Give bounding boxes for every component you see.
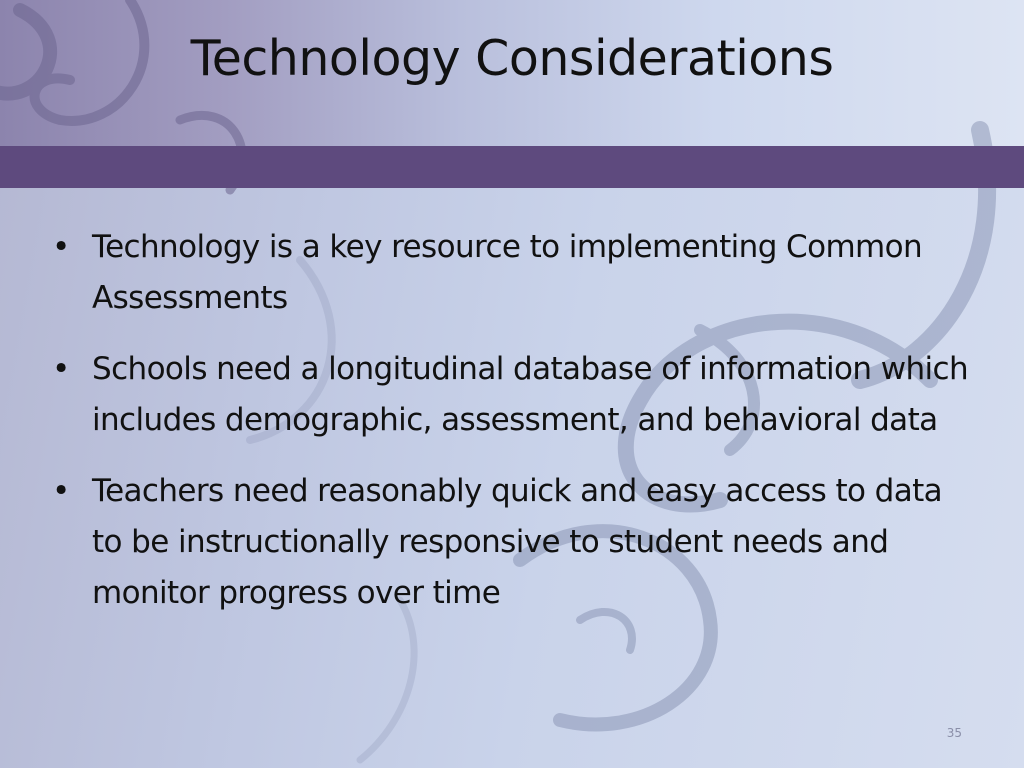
bullet-item [52, 344, 972, 446]
bullet-item [52, 222, 972, 324]
bullet-text: Technology is a key resource to implementing Common Assessments [92, 229, 923, 316]
bullet-icon: • [52, 229, 71, 265]
bullet-list [52, 222, 972, 639]
bullet-icon: • [52, 351, 71, 387]
title-band [0, 146, 1024, 188]
page-number: 35 [946, 726, 962, 740]
bullet-icon: • [52, 473, 71, 509]
bullet-text: Schools need a longitudinal database of information which includes demographic, assessment, and behavioral data [92, 351, 969, 438]
bullet-item [52, 466, 972, 619]
bullet-text: Teachers need reasonably quick and easy access to data to be instructionally responsive to student needs and monitor progress over time [92, 473, 943, 611]
slide-title: Technology Considerations [190, 30, 834, 87]
